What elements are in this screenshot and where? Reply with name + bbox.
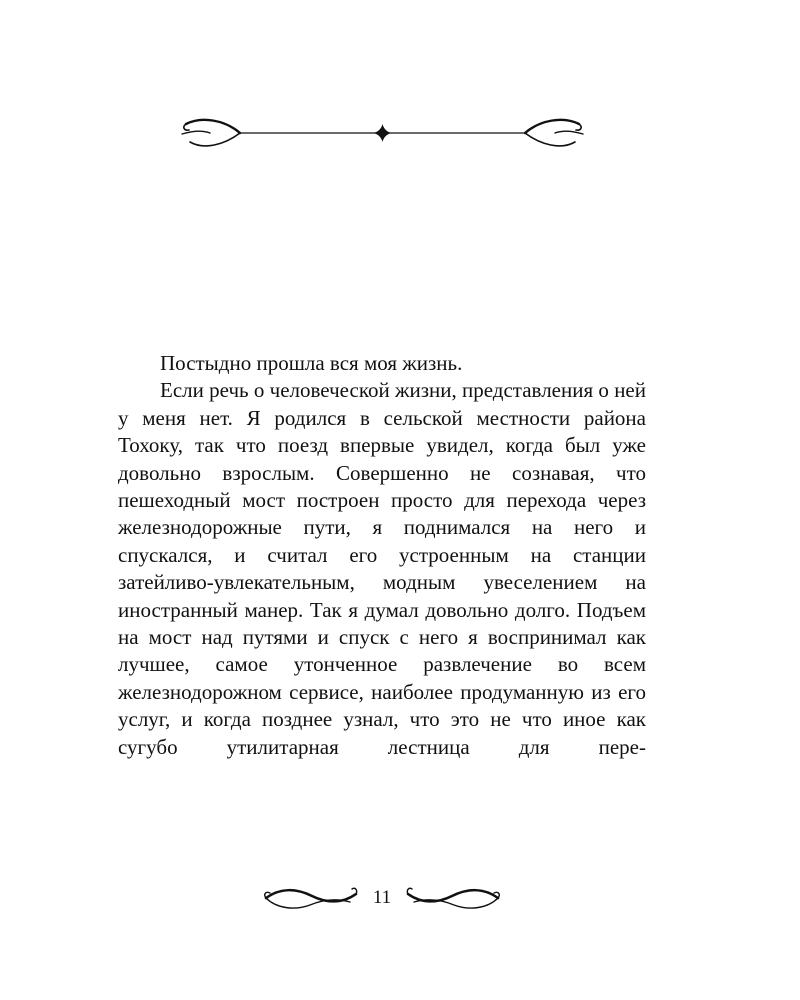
- body-text: [118, 350, 646, 761]
- page-number: 11: [372, 887, 392, 908]
- paragraph: Если речь о человеческой жизни, представления о ней у меня нет. Я родился в сельской местности района Тохоку, так что поезд впервые увидел, когда был уже довольно взрослым. Совершенно не сознавая, что пешеходный мост построен просто для перехода через железнодорожные пути, я поднимался на него и спускался, и считал его устроенным на станции затейливо-увлекательным, модным увеселением на иностранный манер. Так я думал довольно долго. Подъем на мост над путями и спуск с него я воспринимал как лучшее, самое утонченное развлечение во всем железнодорожном сервисе, наиболее продуманную из его услуг, и когда позднее узнал, что это не что иное как сугубо утилитарная лестница для пере-: [118, 378, 646, 759]
- swash-right-icon: [406, 884, 502, 914]
- folio: [262, 880, 502, 920]
- paragraph: Постыдно прошла вся моя жизнь.: [160, 351, 463, 375]
- top-ornament-icon: [180, 112, 585, 154]
